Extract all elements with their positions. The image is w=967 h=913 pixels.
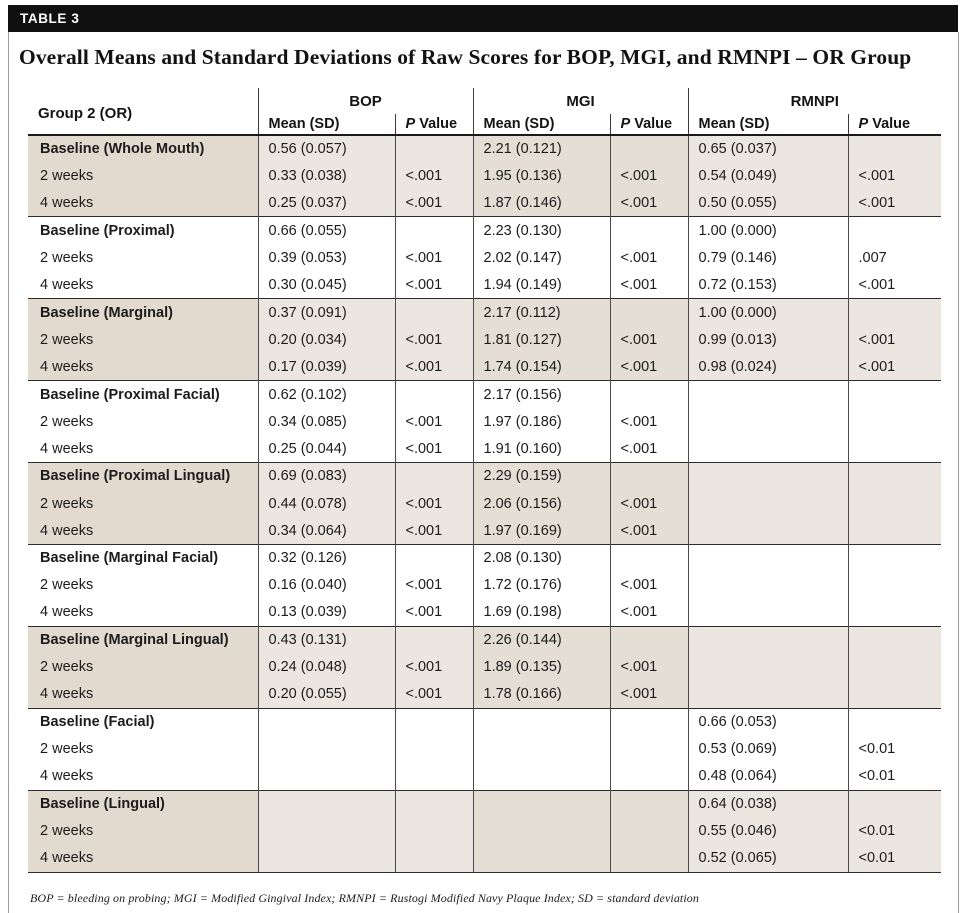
bop-mean-cell: 0.37 (0.091) [258,299,395,326]
bop-mean-cell: 0.34 (0.085) [258,408,395,435]
group-header-rmnpi: RMNPI [688,88,941,114]
bop-mean-cell: 0.32 (0.126) [258,544,395,571]
table-row [28,572,941,599]
mgi-mean-cell: 1.78 (0.166) [473,681,610,708]
rmnpi-mean-cell [688,435,848,462]
rmnpi-pvalue-header [848,114,941,135]
bop-mean-cell: 0.34 (0.064) [258,517,395,544]
rmnpi-pvalue-cell: <.001 [848,271,941,298]
table-row [28,790,941,817]
rmnpi-mean-cell: 1.00 (0.000) [688,217,848,244]
mgi-pvalue-cell: <.001 [610,435,688,462]
row-label: 2 weeks [28,572,258,599]
bop-mean-cell: 0.25 (0.037) [258,190,395,217]
bop-pvalue-cell [395,299,473,326]
mgi-mean-cell: 2.23 (0.130) [473,217,610,244]
bop-pvalue-cell [395,736,473,763]
p-symbol: P [405,116,416,132]
table-title: Overall Means and Standard Deviations of Raw Scores for BOP, MGI, and RMNPI – OR Group [19,45,912,69]
mgi-pvalue-cell: <.001 [610,681,688,708]
bop-pvalue-cell: <.001 [395,490,473,517]
rmnpi-mean-header: Mean (SD) [688,114,848,135]
table-row [28,517,941,544]
p-value-word: Value [415,116,458,132]
rmnpi-pvalue-cell: <.001 [848,326,941,353]
table-row [28,353,941,380]
bop-pvalue-cell [395,763,473,790]
mgi-mean-cell: 2.06 (0.156) [473,490,610,517]
bop-mean-cell: 0.25 (0.044) [258,435,395,462]
bop-mean-cell: 0.66 (0.055) [258,217,395,244]
bop-mean-cell [258,817,395,844]
mgi-pvalue-cell [610,135,688,162]
mgi-pvalue-cell [610,708,688,735]
bop-mean-cell: 0.20 (0.034) [258,326,395,353]
rmnpi-mean-cell: 0.48 (0.064) [688,763,848,790]
bop-mean-cell [258,736,395,763]
bop-mean-cell: 0.62 (0.102) [258,381,395,408]
row-label: Baseline (Marginal) [28,299,258,326]
bop-mean-cell: 0.13 (0.039) [258,599,395,626]
bop-pvalue-cell: <.001 [395,244,473,271]
table-row [28,626,941,653]
rmnpi-pvalue-cell [848,572,941,599]
rmnpi-mean-cell [688,654,848,681]
bop-mean-cell: 0.17 (0.039) [258,353,395,380]
mgi-mean-cell: 1.74 (0.154) [473,353,610,380]
rmnpi-pvalue-cell [848,626,941,653]
table-row [28,708,941,735]
rmnpi-mean-cell [688,572,848,599]
table-row [28,190,941,217]
bop-mean-cell: 0.30 (0.045) [258,271,395,298]
bop-mean-cell: 0.56 (0.057) [258,135,395,162]
mgi-pvalue-cell: <.001 [610,599,688,626]
bop-pvalue-cell: <.001 [395,572,473,599]
mgi-pvalue-cell [610,299,688,326]
row-label: 2 weeks [28,736,258,763]
rmnpi-pvalue-cell: <.001 [848,190,941,217]
rmnpi-mean-cell: 0.64 (0.038) [688,790,848,817]
bop-mean-cell: 0.39 (0.053) [258,244,395,271]
bop-pvalue-cell: <.001 [395,190,473,217]
bop-pvalue-cell: <.001 [395,353,473,380]
rmnpi-mean-cell [688,408,848,435]
bop-mean-cell: 0.43 (0.131) [258,626,395,653]
bop-pvalue-cell: <.001 [395,326,473,353]
table-row [28,845,941,872]
bop-mean-cell: 0.69 (0.083) [258,463,395,490]
mgi-mean-cell: 2.17 (0.156) [473,381,610,408]
rmnpi-pvalue-cell [848,654,941,681]
rmnpi-pvalue-cell [848,599,941,626]
group-header-row [28,88,941,114]
bop-pvalue-cell: <.001 [395,681,473,708]
rmnpi-pvalue-cell [848,544,941,571]
table-number-label: TABLE 3 [20,11,80,26]
bop-mean-cell [258,708,395,735]
table-row [28,736,941,763]
rmnpi-pvalue-cell [848,135,941,162]
mgi-mean-cell [473,708,610,735]
rmnpi-pvalue-cell [848,381,941,408]
mgi-mean-cell: 2.02 (0.147) [473,244,610,271]
mgi-pvalue-cell [610,790,688,817]
row-label: 2 weeks [28,817,258,844]
rmnpi-pvalue-cell: <.001 [848,353,941,380]
rmnpi-mean-cell: 0.50 (0.055) [688,190,848,217]
row-label: Baseline (Proximal) [28,217,258,244]
rmnpi-mean-cell: 0.79 (0.146) [688,244,848,271]
bop-pvalue-cell [395,381,473,408]
rmnpi-mean-cell: 1.00 (0.000) [688,299,848,326]
rmnpi-mean-cell: 0.53 (0.069) [688,736,848,763]
table-number-bar [8,5,958,32]
rmnpi-mean-cell: 0.55 (0.046) [688,817,848,844]
rmnpi-pvalue-cell: <.001 [848,162,941,189]
table-row [28,381,941,408]
rmnpi-mean-cell [688,381,848,408]
rmnpi-pvalue-cell [848,435,941,462]
mgi-mean-cell: 2.08 (0.130) [473,544,610,571]
row-label: Baseline (Proximal Facial) [28,381,258,408]
table-row [28,408,941,435]
rmnpi-mean-cell [688,681,848,708]
bop-pvalue-cell [395,135,473,162]
table-row [28,654,941,681]
bop-pvalue-cell: <.001 [395,654,473,681]
mgi-pvalue-cell [610,626,688,653]
mgi-mean-cell [473,763,610,790]
mgi-mean-cell [473,736,610,763]
group-header-mgi: MGI [473,88,688,114]
bop-mean-cell: 0.24 (0.048) [258,654,395,681]
p-symbol: P [858,116,869,132]
mgi-mean-cell: 1.97 (0.186) [473,408,610,435]
rmnpi-pvalue-cell: .007 [848,244,941,271]
mgi-pvalue-cell: <.001 [610,353,688,380]
row-label: 4 weeks [28,271,258,298]
rmnpi-mean-cell: 0.66 (0.053) [688,708,848,735]
rmnpi-mean-cell: 0.52 (0.065) [688,845,848,872]
mgi-pvalue-cell: <.001 [610,490,688,517]
bop-pvalue-cell: <.001 [395,517,473,544]
bop-pvalue-cell: <.001 [395,162,473,189]
bop-pvalue-cell [395,817,473,844]
row-label: 2 weeks [28,244,258,271]
rmnpi-pvalue-cell: <0.01 [848,845,941,872]
mgi-pvalue-cell [610,544,688,571]
bop-mean-header: Mean (SD) [258,114,395,135]
table-row [28,271,941,298]
row-label: 4 weeks [28,190,258,217]
mgi-mean-cell: 2.21 (0.121) [473,135,610,162]
mgi-mean-cell: 1.87 (0.146) [473,190,610,217]
mgi-pvalue-cell: <.001 [610,408,688,435]
p-value-word: Value [868,116,911,132]
mgi-pvalue-cell: <.001 [610,572,688,599]
row-label: Baseline (Marginal Facial) [28,544,258,571]
row-label: 2 weeks [28,654,258,681]
mgi-pvalue-cell [610,845,688,872]
rmnpi-pvalue-cell [848,490,941,517]
mgi-pvalue-cell: <.001 [610,244,688,271]
row-label: Baseline (Proximal Lingual) [28,463,258,490]
rmnpi-pvalue-cell: <0.01 [848,736,941,763]
row-label: 2 weeks [28,162,258,189]
rmnpi-pvalue-cell [848,408,941,435]
row-label: 2 weeks [28,326,258,353]
row-label: 4 weeks [28,681,258,708]
bop-pvalue-cell [395,217,473,244]
bop-pvalue-header [395,114,473,135]
row-label: 2 weeks [28,490,258,517]
corner-header: Group 2 (OR) [28,88,258,135]
mgi-pvalue-cell: <.001 [610,326,688,353]
data-table [28,88,941,873]
mgi-mean-cell: 1.94 (0.149) [473,271,610,298]
bop-mean-cell: 0.33 (0.038) [258,162,395,189]
row-label: Baseline (Facial) [28,708,258,735]
rmnpi-mean-cell [688,626,848,653]
rmnpi-pvalue-cell [848,463,941,490]
mgi-pvalue-cell [610,736,688,763]
mgi-mean-cell [473,845,610,872]
rmnpi-pvalue-cell [848,217,941,244]
table-row [28,217,941,244]
table-row [28,299,941,326]
p-value-word: Value [630,116,673,132]
rmnpi-mean-cell [688,517,848,544]
bop-pvalue-cell [395,708,473,735]
mgi-mean-cell: 2.17 (0.112) [473,299,610,326]
row-label: 4 weeks [28,435,258,462]
row-label: Baseline (Whole Mouth) [28,135,258,162]
row-label: Baseline (Marginal Lingual) [28,626,258,653]
bop-mean-cell: 0.44 (0.078) [258,490,395,517]
rmnpi-mean-cell: 0.99 (0.013) [688,326,848,353]
table-row [28,244,941,271]
row-label: 4 weeks [28,763,258,790]
rmnpi-mean-cell [688,544,848,571]
bop-mean-cell [258,845,395,872]
bop-pvalue-cell [395,463,473,490]
mgi-pvalue-cell [610,217,688,244]
mgi-mean-cell: 1.81 (0.127) [473,326,610,353]
mgi-mean-cell: 2.26 (0.144) [473,626,610,653]
mgi-pvalue-cell [610,381,688,408]
bop-pvalue-cell [395,790,473,817]
group-header-bop: BOP [258,88,473,114]
bop-mean-cell [258,763,395,790]
rmnpi-pvalue-cell: <0.01 [848,763,941,790]
p-symbol: P [620,116,631,132]
rmnpi-pvalue-cell [848,790,941,817]
rmnpi-pvalue-cell [848,681,941,708]
row-label: 4 weeks [28,845,258,872]
bop-mean-cell: 0.16 (0.040) [258,572,395,599]
bop-pvalue-cell [395,845,473,872]
mgi-mean-cell: 1.97 (0.169) [473,517,610,544]
table-row [28,463,941,490]
bop-pvalue-cell: <.001 [395,599,473,626]
mgi-pvalue-cell [610,763,688,790]
mgi-pvalue-cell [610,817,688,844]
mgi-mean-cell: 2.29 (0.159) [473,463,610,490]
rmnpi-pvalue-cell [848,517,941,544]
rmnpi-pvalue-cell: <0.01 [848,817,941,844]
rmnpi-mean-cell [688,463,848,490]
rmnpi-pvalue-cell [848,708,941,735]
bop-pvalue-cell: <.001 [395,435,473,462]
mgi-pvalue-cell [610,463,688,490]
table-row [28,817,941,844]
mgi-mean-cell: 1.72 (0.176) [473,572,610,599]
footnote: BOP = bleeding on probing; MGI = Modified Gingival Index; RMNPI = Rustogi Modified Navy Plaque Index; SD = standard deviation [30,891,699,905]
rmnpi-mean-cell: 0.72 (0.153) [688,271,848,298]
table-row [28,435,941,462]
table-row [28,763,941,790]
mgi-pvalue-header [610,114,688,135]
mgi-pvalue-cell: <.001 [610,517,688,544]
row-label: 4 weeks [28,517,258,544]
table-row [28,544,941,571]
table-row [28,135,941,162]
mgi-mean-cell [473,817,610,844]
mgi-pvalue-cell: <.001 [610,162,688,189]
rmnpi-mean-cell: 0.98 (0.024) [688,353,848,380]
bop-pvalue-cell: <.001 [395,408,473,435]
mgi-pvalue-cell: <.001 [610,190,688,217]
bop-pvalue-cell [395,544,473,571]
row-label: 4 weeks [28,353,258,380]
row-label: 2 weeks [28,408,258,435]
mgi-mean-cell: 1.95 (0.136) [473,162,610,189]
row-label: Baseline (Lingual) [28,790,258,817]
row-label: 4 weeks [28,599,258,626]
bop-mean-cell [258,790,395,817]
bop-mean-cell: 0.20 (0.055) [258,681,395,708]
table-row [28,162,941,189]
mgi-pvalue-cell: <.001 [610,271,688,298]
table-row [28,681,941,708]
table-row [28,599,941,626]
rmnpi-mean-cell [688,490,848,517]
mgi-mean-cell [473,790,610,817]
rmnpi-mean-cell: 0.54 (0.049) [688,162,848,189]
bop-pvalue-cell [395,626,473,653]
bop-pvalue-cell: <.001 [395,271,473,298]
mgi-mean-cell: 1.91 (0.160) [473,435,610,462]
mgi-mean-header: Mean (SD) [473,114,610,135]
table-row [28,326,941,353]
rmnpi-mean-cell: 0.65 (0.037) [688,135,848,162]
rmnpi-pvalue-cell [848,299,941,326]
mgi-mean-cell: 1.69 (0.198) [473,599,610,626]
mgi-mean-cell: 1.89 (0.135) [473,654,610,681]
rmnpi-mean-cell [688,599,848,626]
mgi-pvalue-cell: <.001 [610,654,688,681]
table-row [28,490,941,517]
